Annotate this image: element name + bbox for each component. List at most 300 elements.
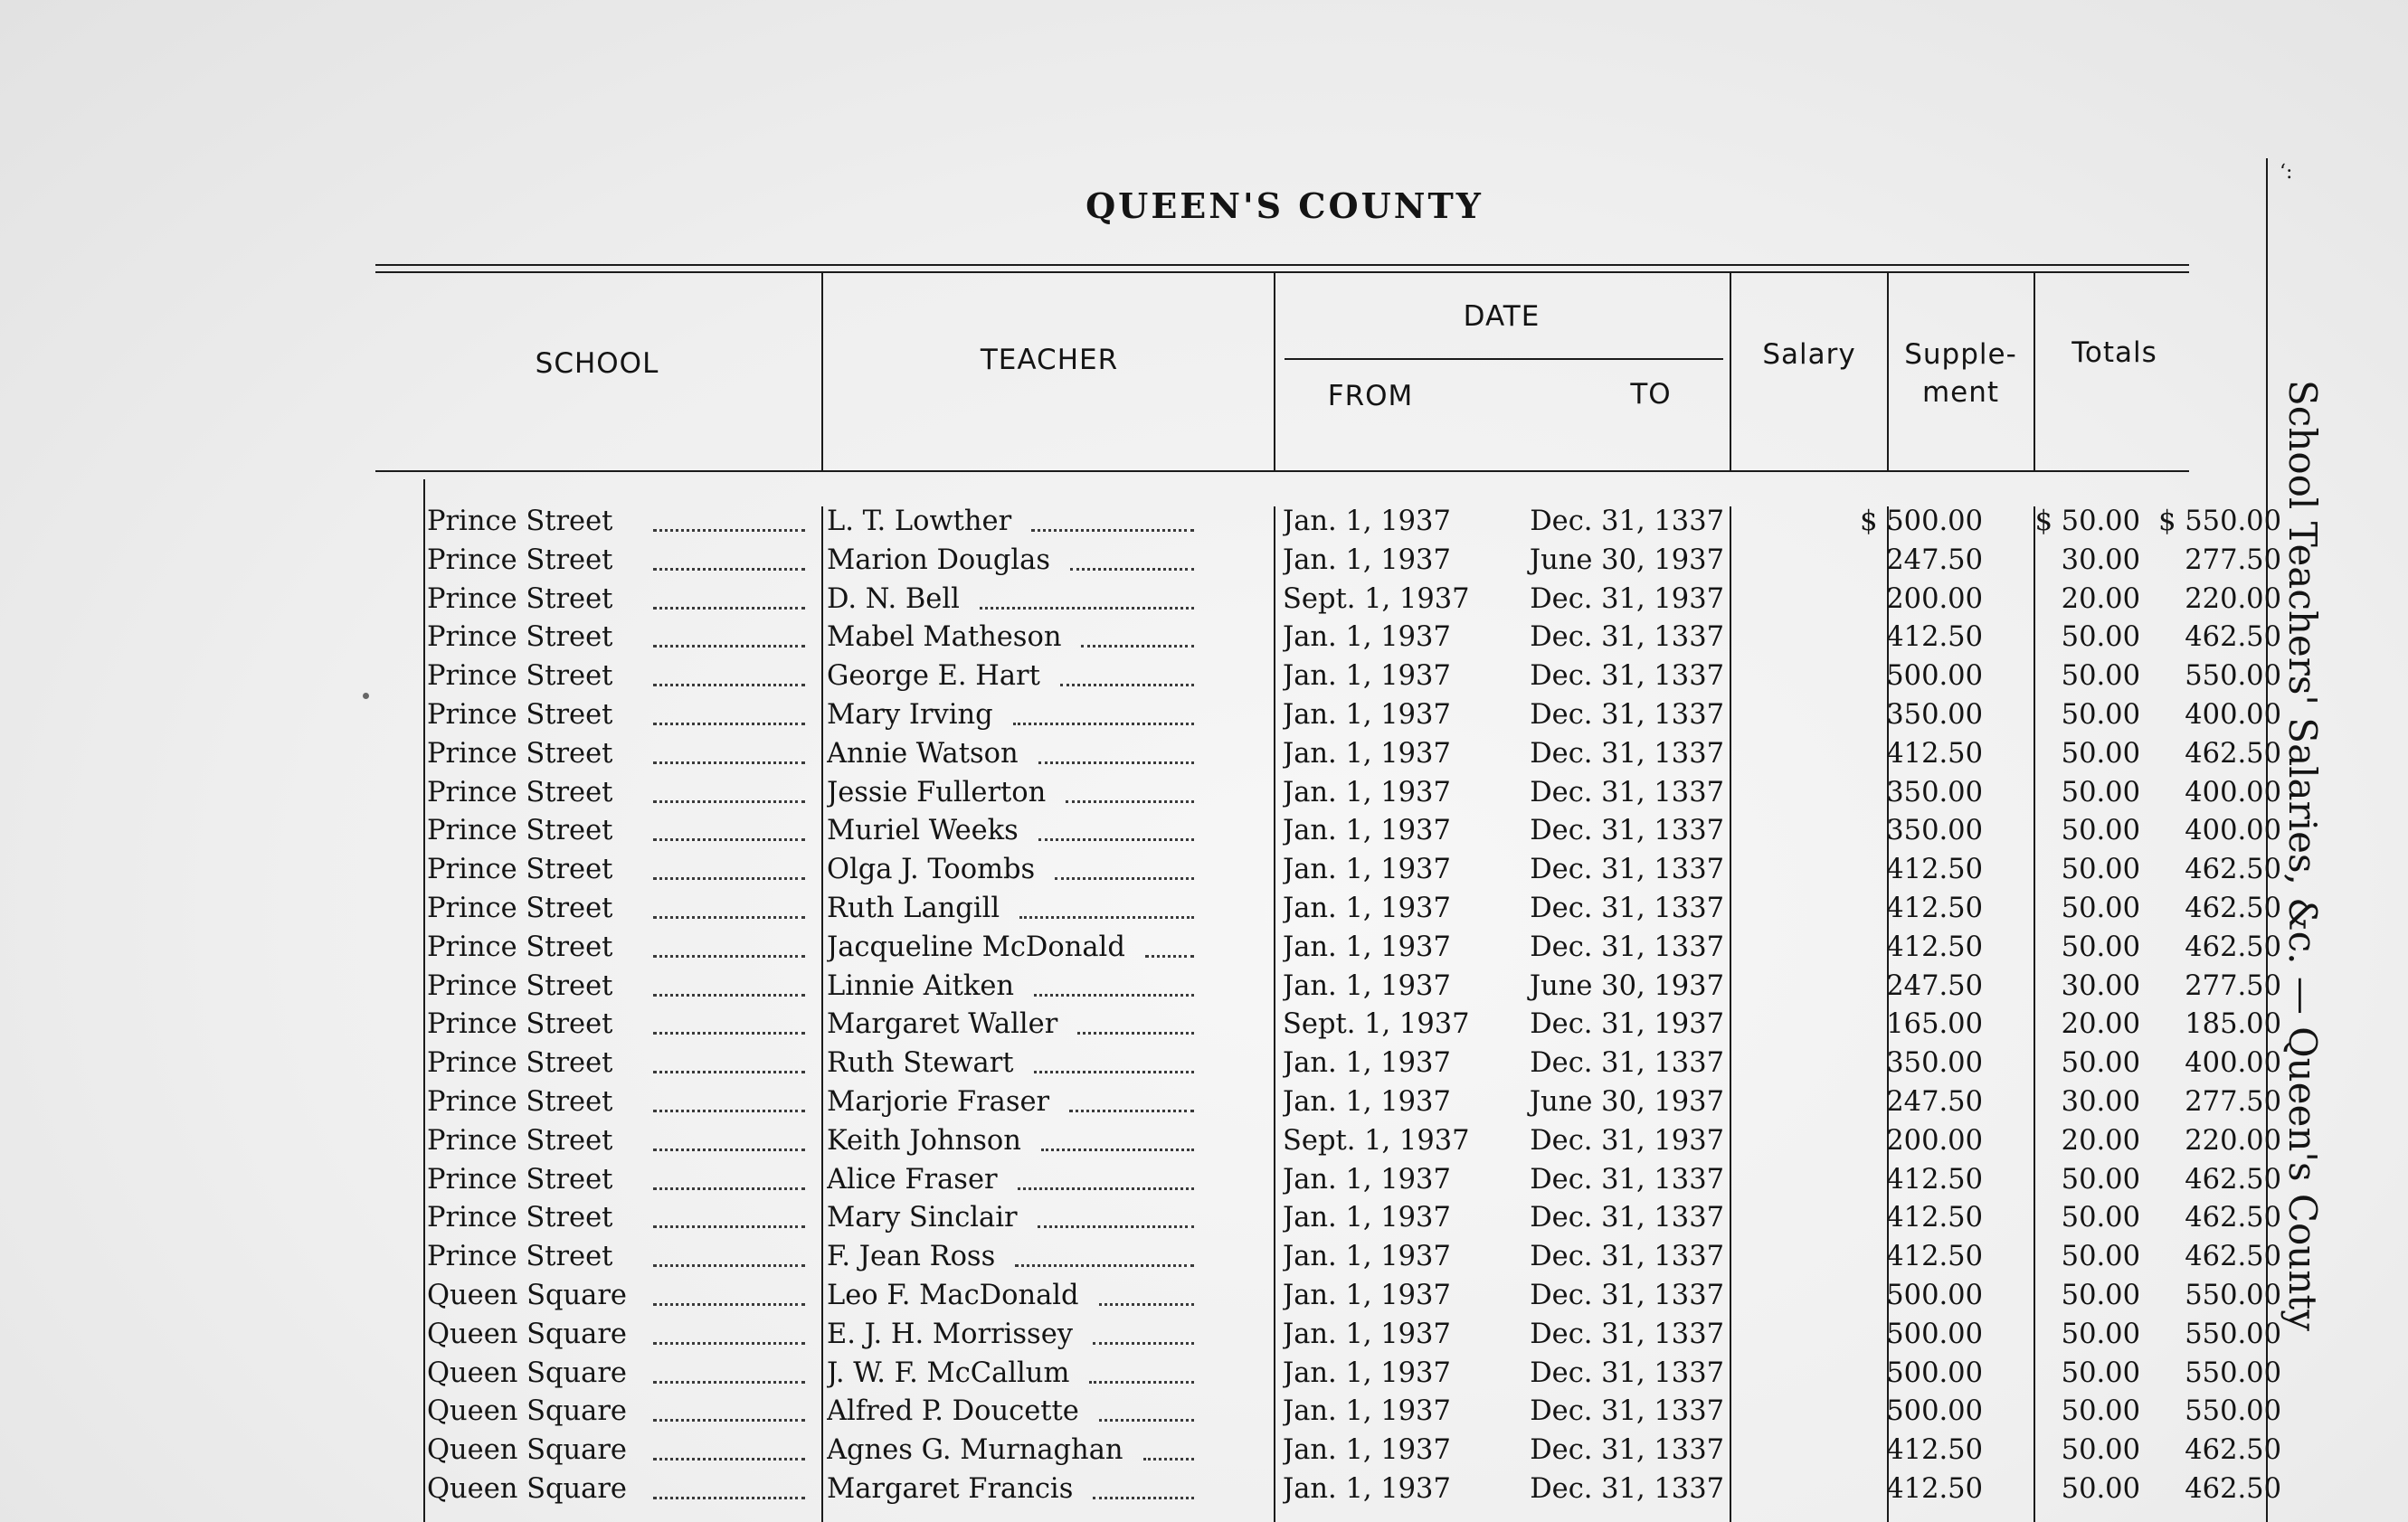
salary-value: 350.00 [1886, 776, 1983, 808]
salary-value: 200.00 [1886, 1124, 1983, 1157]
salary-value: 412.50 [1886, 1202, 1983, 1234]
leader-dots [653, 761, 805, 764]
teacher-cell [827, 502, 1207, 541]
total-value: 462.50 [2185, 893, 2281, 924]
to-date: Dec. 31, 1337 [1530, 1047, 1724, 1080]
from-date: Jan. 1, 1937 [1283, 1357, 1451, 1389]
school-cell [427, 1354, 818, 1393]
school-cell [427, 580, 818, 619]
salary-value: 412.50 [1886, 893, 1983, 924]
school-name: Prince Street [427, 1202, 613, 1234]
teacher-name: E. J. H. Morrissey [827, 1318, 1073, 1350]
school-name: Prince Street [427, 969, 613, 1002]
teacher-cell [827, 695, 1207, 734]
teacher-cell [827, 773, 1207, 812]
total-value: 400.00 [2185, 1047, 2281, 1080]
to-date: Dec. 31, 1337 [1530, 1202, 1724, 1234]
supplement-value: 50.00 [2061, 1163, 2140, 1196]
total-value: 550.00 [2185, 1318, 2281, 1350]
teacher-name: George E. Hart [827, 660, 1040, 693]
teacher-cell [827, 1470, 1207, 1508]
school-name: Prince Street [427, 506, 613, 537]
table-row [427, 1276, 2281, 1315]
total-value: 462.50 [2185, 621, 2281, 654]
school-cell [427, 928, 818, 967]
leader-dots [653, 1110, 805, 1112]
total-value: 462.50 [2185, 1473, 2281, 1505]
to-date: Dec. 31, 1337 [1530, 1395, 1724, 1428]
leader-dots [1031, 529, 1194, 532]
to-date: Dec. 31, 1337 [1530, 1163, 1724, 1196]
from-date: Jan. 1, 1937 [1283, 969, 1451, 1002]
total-value: 462.50 [2185, 1163, 2281, 1196]
teacher-name: Margaret Francis [827, 1473, 1074, 1505]
table-row [427, 657, 2281, 695]
school-cell [427, 850, 818, 889]
to-date: Dec. 31, 1337 [1530, 1357, 1724, 1389]
header-date: DATE [1463, 300, 1541, 333]
school-cell [427, 541, 818, 580]
from-date: Jan. 1, 1937 [1283, 1202, 1451, 1234]
from-date: Jan. 1, 1937 [1283, 1318, 1451, 1350]
supplement-value: 30.00 [2061, 544, 2140, 576]
header-from: FROM [1327, 380, 1414, 412]
teacher-cell [827, 1160, 1207, 1199]
body-left-rule [423, 479, 425, 1522]
teacher-name: Alfred P. Doucette [827, 1395, 1079, 1428]
teacher-cell [827, 928, 1207, 967]
teacher-cell [827, 1237, 1207, 1276]
salary-value: 165.00 [1886, 1008, 1983, 1041]
leader-dots [653, 1381, 805, 1384]
supplement-value: 50.00 [2061, 776, 2140, 808]
leader-dots [1038, 838, 1194, 841]
teacher-cell [827, 580, 1207, 619]
table-row [427, 1082, 2281, 1121]
to-date: Dec. 31, 1337 [1530, 506, 1724, 537]
teacher-cell [827, 889, 1207, 928]
to-date: Dec. 31, 1337 [1530, 854, 1724, 886]
from-date: Jan. 1, 1937 [1283, 1086, 1451, 1118]
supplement-value: 50.00 [2061, 1473, 2140, 1505]
school-name: Prince Street [427, 1047, 613, 1080]
salary-value: 200.00 [1886, 582, 1983, 615]
teacher-cell [827, 541, 1207, 580]
salary-value: 350.00 [1886, 815, 1983, 847]
school-name: Prince Street [427, 582, 613, 615]
school-name: Prince Street [427, 1086, 613, 1118]
school-name: Queen Square [427, 1280, 627, 1311]
leader-dots [1093, 1342, 1194, 1345]
teacher-name: Ruth Langill [827, 893, 1000, 924]
school-cell [427, 773, 818, 812]
table-row [427, 1198, 2281, 1237]
from-date: Sept. 1, 1937 [1283, 582, 1470, 615]
teacher-name: Mary Irving [827, 699, 993, 731]
supplement-value: 50.00 [2061, 1357, 2140, 1389]
school-cell [427, 1160, 818, 1199]
to-date: Dec. 31, 1337 [1530, 1280, 1724, 1311]
school-cell [427, 1082, 818, 1121]
leader-dots [1089, 1381, 1194, 1384]
table-row [427, 967, 2281, 1006]
teacher-cell [827, 850, 1207, 889]
table-row [427, 1160, 2281, 1199]
school-name: Prince Street [427, 1124, 613, 1157]
table-row [427, 1044, 2281, 1082]
supplement-value: 50.00 [2061, 621, 2140, 654]
leader-dots [1081, 645, 1194, 648]
paper-speck [363, 693, 369, 699]
teacher-name: J. W. F. McCallum [827, 1357, 1070, 1389]
from-date: Jan. 1, 1937 [1283, 506, 1451, 537]
top-rule-1 [375, 264, 2189, 266]
header-totals: Totals [2071, 336, 2157, 369]
total-value: $ 550.00 [2158, 506, 2281, 537]
supplement-value: $ 50.00 [2034, 506, 2140, 537]
leader-dots [1093, 1497, 1194, 1499]
teacher-name: Olga J. Toombs [827, 854, 1036, 886]
total-value: 400.00 [2185, 699, 2281, 731]
teacher-cell [827, 1431, 1207, 1470]
school-cell [427, 1315, 818, 1354]
leader-dots [1038, 1225, 1194, 1228]
total-value: 550.00 [2185, 1280, 2281, 1311]
supplement-value: 50.00 [2061, 931, 2140, 963]
to-date: June 30, 1937 [1529, 544, 1724, 576]
table-row [427, 580, 2281, 619]
school-name: Queen Square [427, 1434, 627, 1467]
leader-dots [1038, 761, 1194, 764]
salary-value: 247.50 [1886, 969, 1983, 1002]
leader-dots [653, 1187, 805, 1190]
salary-value: 247.50 [1886, 544, 1983, 576]
salary-value: 350.00 [1886, 699, 1983, 731]
from-date: Jan. 1, 1937 [1283, 893, 1451, 924]
header-divider-2 [1274, 271, 1275, 470]
table-row [427, 1354, 2281, 1393]
leader-dots [1077, 1032, 1194, 1035]
leader-dots [653, 645, 805, 648]
salary-value: 412.50 [1886, 1241, 1983, 1273]
to-date: Dec. 31, 1337 [1530, 660, 1724, 693]
from-date: Jan. 1, 1937 [1283, 1163, 1451, 1196]
header-to: TO [1630, 378, 1672, 411]
total-value: 400.00 [2185, 815, 2281, 847]
total-value: 277.50 [2185, 969, 2281, 1002]
leader-dots [1018, 1187, 1194, 1190]
school-cell [427, 1470, 818, 1508]
table-row [427, 695, 2281, 734]
teacher-cell [827, 1044, 1207, 1082]
total-value: 185.00 [2185, 1008, 2281, 1041]
to-date: Dec. 31, 1937 [1530, 1008, 1724, 1041]
teacher-name: Marjorie Fraser [827, 1086, 1050, 1118]
from-date: Jan. 1, 1937 [1283, 815, 1451, 847]
salary-value: 500.00 [1886, 1357, 1983, 1389]
school-name: Queen Square [427, 1395, 627, 1428]
header-school: SCHOOL [535, 347, 659, 380]
leader-dots [653, 607, 805, 610]
teacher-cell [827, 967, 1207, 1006]
to-date: June 30, 1937 [1529, 1086, 1724, 1118]
leader-dots [653, 1225, 805, 1228]
teacher-cell [827, 618, 1207, 657]
school-name: Prince Street [427, 1008, 613, 1041]
to-date: Dec. 31, 1337 [1530, 621, 1724, 654]
salary-value: 412.50 [1886, 1473, 1983, 1505]
header-bottom-rule [375, 470, 2189, 472]
school-cell [427, 1431, 818, 1470]
teacher-cell [827, 1315, 1207, 1354]
leader-dots [653, 838, 805, 841]
teacher-cell [827, 734, 1207, 773]
school-cell [427, 1237, 818, 1276]
school-cell [427, 1198, 818, 1237]
total-value: 462.50 [2185, 854, 2281, 886]
supplement-value: 50.00 [2061, 1395, 2140, 1428]
school-cell [427, 502, 818, 541]
page-title: QUEEN'S COUNTY [1085, 185, 1484, 226]
table-row [427, 889, 2281, 928]
leader-dots [653, 994, 805, 997]
school-name: Prince Street [427, 544, 613, 576]
leader-dots [653, 916, 805, 919]
supplement-value: 30.00 [2061, 1086, 2140, 1118]
leader-dots [980, 607, 1194, 610]
from-date: Jan. 1, 1937 [1283, 1241, 1451, 1273]
teacher-name: Margaret Waller [827, 1008, 1058, 1041]
salary-value: 412.50 [1886, 621, 1983, 654]
to-date: Dec. 31, 1337 [1530, 699, 1724, 731]
salary-value: 412.50 [1886, 737, 1983, 770]
salary-value: 412.50 [1886, 854, 1983, 886]
leader-dots [1019, 916, 1194, 919]
teacher-name: Jessie Fullerton [827, 776, 1047, 808]
table-row [427, 928, 2281, 967]
teacher-cell [827, 1198, 1207, 1237]
table-row [427, 1470, 2281, 1508]
teacher-cell [827, 1392, 1207, 1431]
teacher-cell [827, 1005, 1207, 1044]
school-name: Prince Street [427, 621, 613, 654]
salary-value: 412.50 [1886, 1434, 1983, 1467]
teacher-name: Alice Fraser [827, 1163, 998, 1196]
leader-dots [653, 877, 805, 880]
salary-value: 247.50 [1886, 1086, 1983, 1118]
school-name: Queen Square [427, 1357, 627, 1389]
table-row [427, 811, 2281, 850]
teacher-name: Linnie Aitken [827, 969, 1015, 1002]
total-value: 400.00 [2185, 776, 2281, 808]
school-name: Prince Street [427, 776, 613, 808]
table-row [427, 1315, 2281, 1354]
table-row [427, 850, 2281, 889]
school-name: Prince Street [427, 1163, 613, 1196]
from-date: Jan. 1, 1937 [1283, 544, 1451, 576]
supplement-value: 50.00 [2061, 1202, 2140, 1234]
supplement-value: 20.00 [2061, 1008, 2140, 1041]
total-value: 462.50 [2185, 737, 2281, 770]
leader-dots [653, 1149, 805, 1151]
header-teacher: TEACHER [980, 344, 1119, 376]
school-cell [427, 1276, 818, 1315]
teacher-cell [827, 657, 1207, 695]
teacher-name: F. Jean Ross [827, 1241, 996, 1273]
teacher-name: Jacqueline McDonald [827, 931, 1125, 963]
school-name: Prince Street [427, 699, 613, 731]
total-value: 220.00 [2185, 582, 2281, 615]
school-cell [427, 889, 818, 928]
from-date: Jan. 1, 1937 [1283, 1434, 1451, 1467]
teacher-name: Ruth Stewart [827, 1047, 1014, 1080]
page-mark: ʻ: [2280, 161, 2293, 184]
from-date: Jan. 1, 1937 [1283, 699, 1451, 731]
teacher-name: L. T. Lowther [827, 506, 1012, 537]
total-value: 550.00 [2185, 660, 2281, 693]
school-cell [427, 734, 818, 773]
to-date: Dec. 31, 1337 [1530, 931, 1724, 963]
salary-value: 500.00 [1886, 1280, 1983, 1311]
header-divider-3 [1730, 271, 1731, 470]
side-title-text: School Teachers' Salaries, &c. — Queen's County [2280, 380, 2325, 1331]
table-row [427, 1005, 2281, 1044]
teacher-name: Marion Douglas [827, 544, 1051, 576]
header-divider-4 [1887, 271, 1889, 470]
leader-dots [1015, 1264, 1194, 1267]
teacher-cell [827, 1276, 1207, 1315]
total-value: 462.50 [2185, 1241, 2281, 1273]
school-name: Prince Street [427, 931, 613, 963]
leader-dots [653, 955, 805, 958]
total-value: 220.00 [2185, 1124, 2281, 1157]
supplement-value: 50.00 [2061, 893, 2140, 924]
teacher-cell [827, 1354, 1207, 1393]
from-date: Jan. 1, 1937 [1283, 1047, 1451, 1080]
table-row [427, 1392, 2281, 1431]
salary-value: 500.00 [1886, 1395, 1983, 1428]
from-date: Sept. 1, 1937 [1283, 1008, 1470, 1041]
school-name: Prince Street [427, 854, 613, 886]
teacher-name: Agnes G. Murnaghan [827, 1434, 1123, 1467]
leader-dots [653, 1342, 805, 1345]
from-date: Jan. 1, 1937 [1283, 737, 1451, 770]
table-row [427, 773, 2281, 812]
to-date: Dec. 31, 1337 [1530, 893, 1724, 924]
school-name: Prince Street [427, 660, 613, 693]
supplement-value: 50.00 [2061, 1047, 2140, 1080]
school-cell [427, 1005, 818, 1044]
teacher-name: Mabel Matheson [827, 621, 1062, 654]
supplement-value: 50.00 [2061, 815, 2140, 847]
leader-dots [653, 1264, 805, 1267]
to-date: Dec. 31, 1337 [1530, 1473, 1724, 1505]
school-cell [427, 1044, 818, 1082]
school-cell [427, 967, 818, 1006]
to-date: Dec. 31, 1937 [1530, 1124, 1724, 1157]
from-date: Jan. 1, 1937 [1283, 854, 1451, 886]
total-value: 462.50 [2185, 931, 2281, 963]
leader-dots [653, 1303, 805, 1306]
salary-value: 412.50 [1886, 931, 1983, 963]
leader-dots [653, 1071, 805, 1073]
header-divider-5 [2034, 271, 2035, 470]
leader-dots [653, 568, 805, 571]
leader-dots [1099, 1303, 1194, 1306]
from-date: Jan. 1, 1937 [1283, 1395, 1451, 1428]
salary-value: $ 500.00 [1860, 506, 1983, 537]
to-date: Dec. 31, 1337 [1530, 1241, 1724, 1273]
header-supplement-2: ment [1921, 376, 2000, 409]
table-row [427, 502, 2281, 541]
leader-dots [1070, 568, 1194, 571]
teacher-cell [827, 811, 1207, 850]
top-rule-2 [375, 271, 2189, 273]
side-title [2280, 380, 2325, 1331]
to-date: Dec. 31, 1337 [1530, 776, 1724, 808]
leader-dots [653, 684, 805, 686]
to-date: Dec. 31, 1337 [1530, 1318, 1724, 1350]
from-date: Jan. 1, 1937 [1283, 621, 1451, 654]
to-date: Dec. 31, 1337 [1530, 737, 1724, 770]
supplement-value: 50.00 [2061, 737, 2140, 770]
supplement-value: 50.00 [2061, 1318, 2140, 1350]
to-date: June 30, 1937 [1529, 969, 1724, 1002]
header-supplement-1: Supple- [1904, 338, 2017, 371]
school-name: Prince Street [427, 737, 613, 770]
total-value: 462.50 [2185, 1434, 2281, 1467]
leader-dots [653, 1032, 805, 1035]
table-row [427, 618, 2281, 657]
leader-dots [1055, 877, 1194, 880]
header-divider-1 [821, 271, 823, 470]
supplement-value: 50.00 [2061, 1434, 2140, 1467]
salary-value: 500.00 [1886, 660, 1983, 693]
leader-dots [1099, 1419, 1194, 1422]
school-cell [427, 811, 818, 850]
total-value: 550.00 [2185, 1395, 2281, 1428]
to-date: Dec. 31, 1337 [1530, 1434, 1724, 1467]
table-row [427, 1237, 2281, 1276]
leader-dots [1034, 994, 1194, 997]
from-date: Jan. 1, 1937 [1283, 1473, 1451, 1505]
leader-dots [653, 1497, 805, 1499]
school-name: Prince Street [427, 893, 613, 924]
supplement-value: 20.00 [2061, 582, 2140, 615]
supplement-value: 30.00 [2061, 969, 2140, 1002]
table-row [427, 1431, 2281, 1470]
teacher-name: D. N. Bell [827, 582, 960, 615]
leader-dots [1069, 1110, 1194, 1112]
total-value: 462.50 [2185, 1202, 2281, 1234]
school-cell [427, 657, 818, 695]
from-date: Jan. 1, 1937 [1283, 931, 1451, 963]
leader-dots [653, 1458, 805, 1461]
teacher-cell [827, 1082, 1207, 1121]
supplement-value: 50.00 [2061, 854, 2140, 886]
leader-dots [653, 723, 805, 725]
teacher-name: Mary Sinclair [827, 1202, 1018, 1234]
leader-dots [653, 800, 805, 803]
school-cell [427, 618, 818, 657]
total-value: 277.50 [2185, 544, 2281, 576]
school-name: Prince Street [427, 815, 613, 847]
date-subrule [1285, 358, 1723, 360]
leader-dots [653, 1419, 805, 1422]
leader-dots [1041, 1149, 1194, 1151]
teacher-name: Annie Watson [827, 737, 1019, 770]
school-name: Queen Square [427, 1473, 627, 1505]
